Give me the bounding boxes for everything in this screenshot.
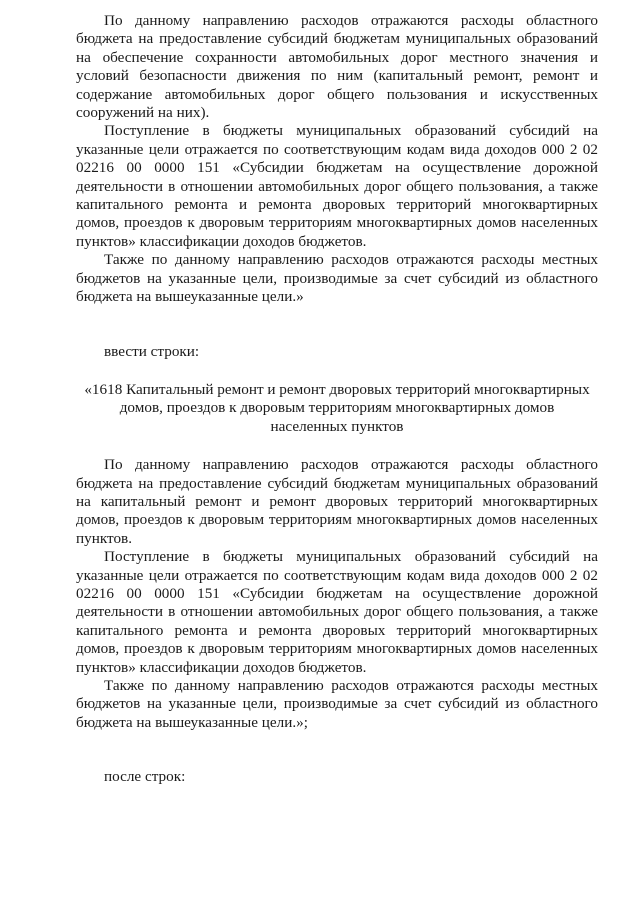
spacer bbox=[76, 361, 598, 381]
section2-paragraph-1: По данному направлению расходов отражаются расходы областного бюджета на предоставление субсидий бюджетам муниципальных образований на капитальный ремонт и ремонт дворовых территорий многоквартирных домов, проездов к дворовым территориям многоквартирных домов населенных пунктов. bbox=[76, 456, 598, 547]
section1-paragraph-3: Также по данному направлению расходов отражаются расходы местных бюджетов на указанные цели, производимые за счет субсидий из областного бюджета на вышеуказанные цели.» bbox=[76, 251, 598, 306]
spacer bbox=[76, 732, 598, 768]
instruction-after-lines: после строк: bbox=[104, 768, 186, 786]
section1-paragraph-1: По данному направлению расходов отражаются расходы областного бюджета на предоставление субсидий бюджетам муниципальных образований на обеспечение сохранности автомобильных дорог местного значения и условий безопасности движения по ним (капитальный ремонт, ремонт и содержание автомобильных дорог общего пользования и искусственных сооружений на них). bbox=[76, 12, 598, 122]
instruction-insert-lines: ввести строки: bbox=[104, 342, 200, 360]
section-heading-1618: «1618 Капитальный ремонт и ремонт дворовых территорий многоквартирных домов, проездов к дворовым территориям многоквартирных домов населенных пунктов bbox=[84, 380, 590, 435]
section2-paragraph-2: Поступление в бюджеты муниципальных образований субсидий на указанные цели отражается по соответствующим кодам вида доходов 000 2 02 02216 00 0000 151 «Субсидии бюджетам на осуществление дорожной деятельности в отношении автомобильных дорог общего пользования, а также капитального ремонта и ремонта дворовых территорий многоквартирных домов, проездов к дворовым территориям многоквартирных домов населенных пунктов» классификации доходов бюджетов. bbox=[76, 548, 598, 676]
spacer bbox=[76, 436, 598, 456]
section2-paragraph-3: Также по данному направлению расходов отражаются расходы местных бюджетов на указанные цели, производимые за счет субсидий из областного бюджета на вышеуказанные цели.»; bbox=[76, 677, 598, 731]
section1-paragraph-2: Поступление в бюджеты муниципальных образований субсидий на указанные цели отражается по соответствующим кодам вида доходов 000 2 02 02216 00 0000 151 «Субсидии бюджетам на осуществление дорожной деятельности в отношении автомобильных дорог общего пользования, а также капитального ремонта и ремонта дворовых территорий многоквартирных домов, проездов к дворовым территориям многоквартирных домов населенных пунктов» классификации доходов бюджетов. bbox=[76, 122, 598, 250]
spacer bbox=[76, 307, 598, 343]
